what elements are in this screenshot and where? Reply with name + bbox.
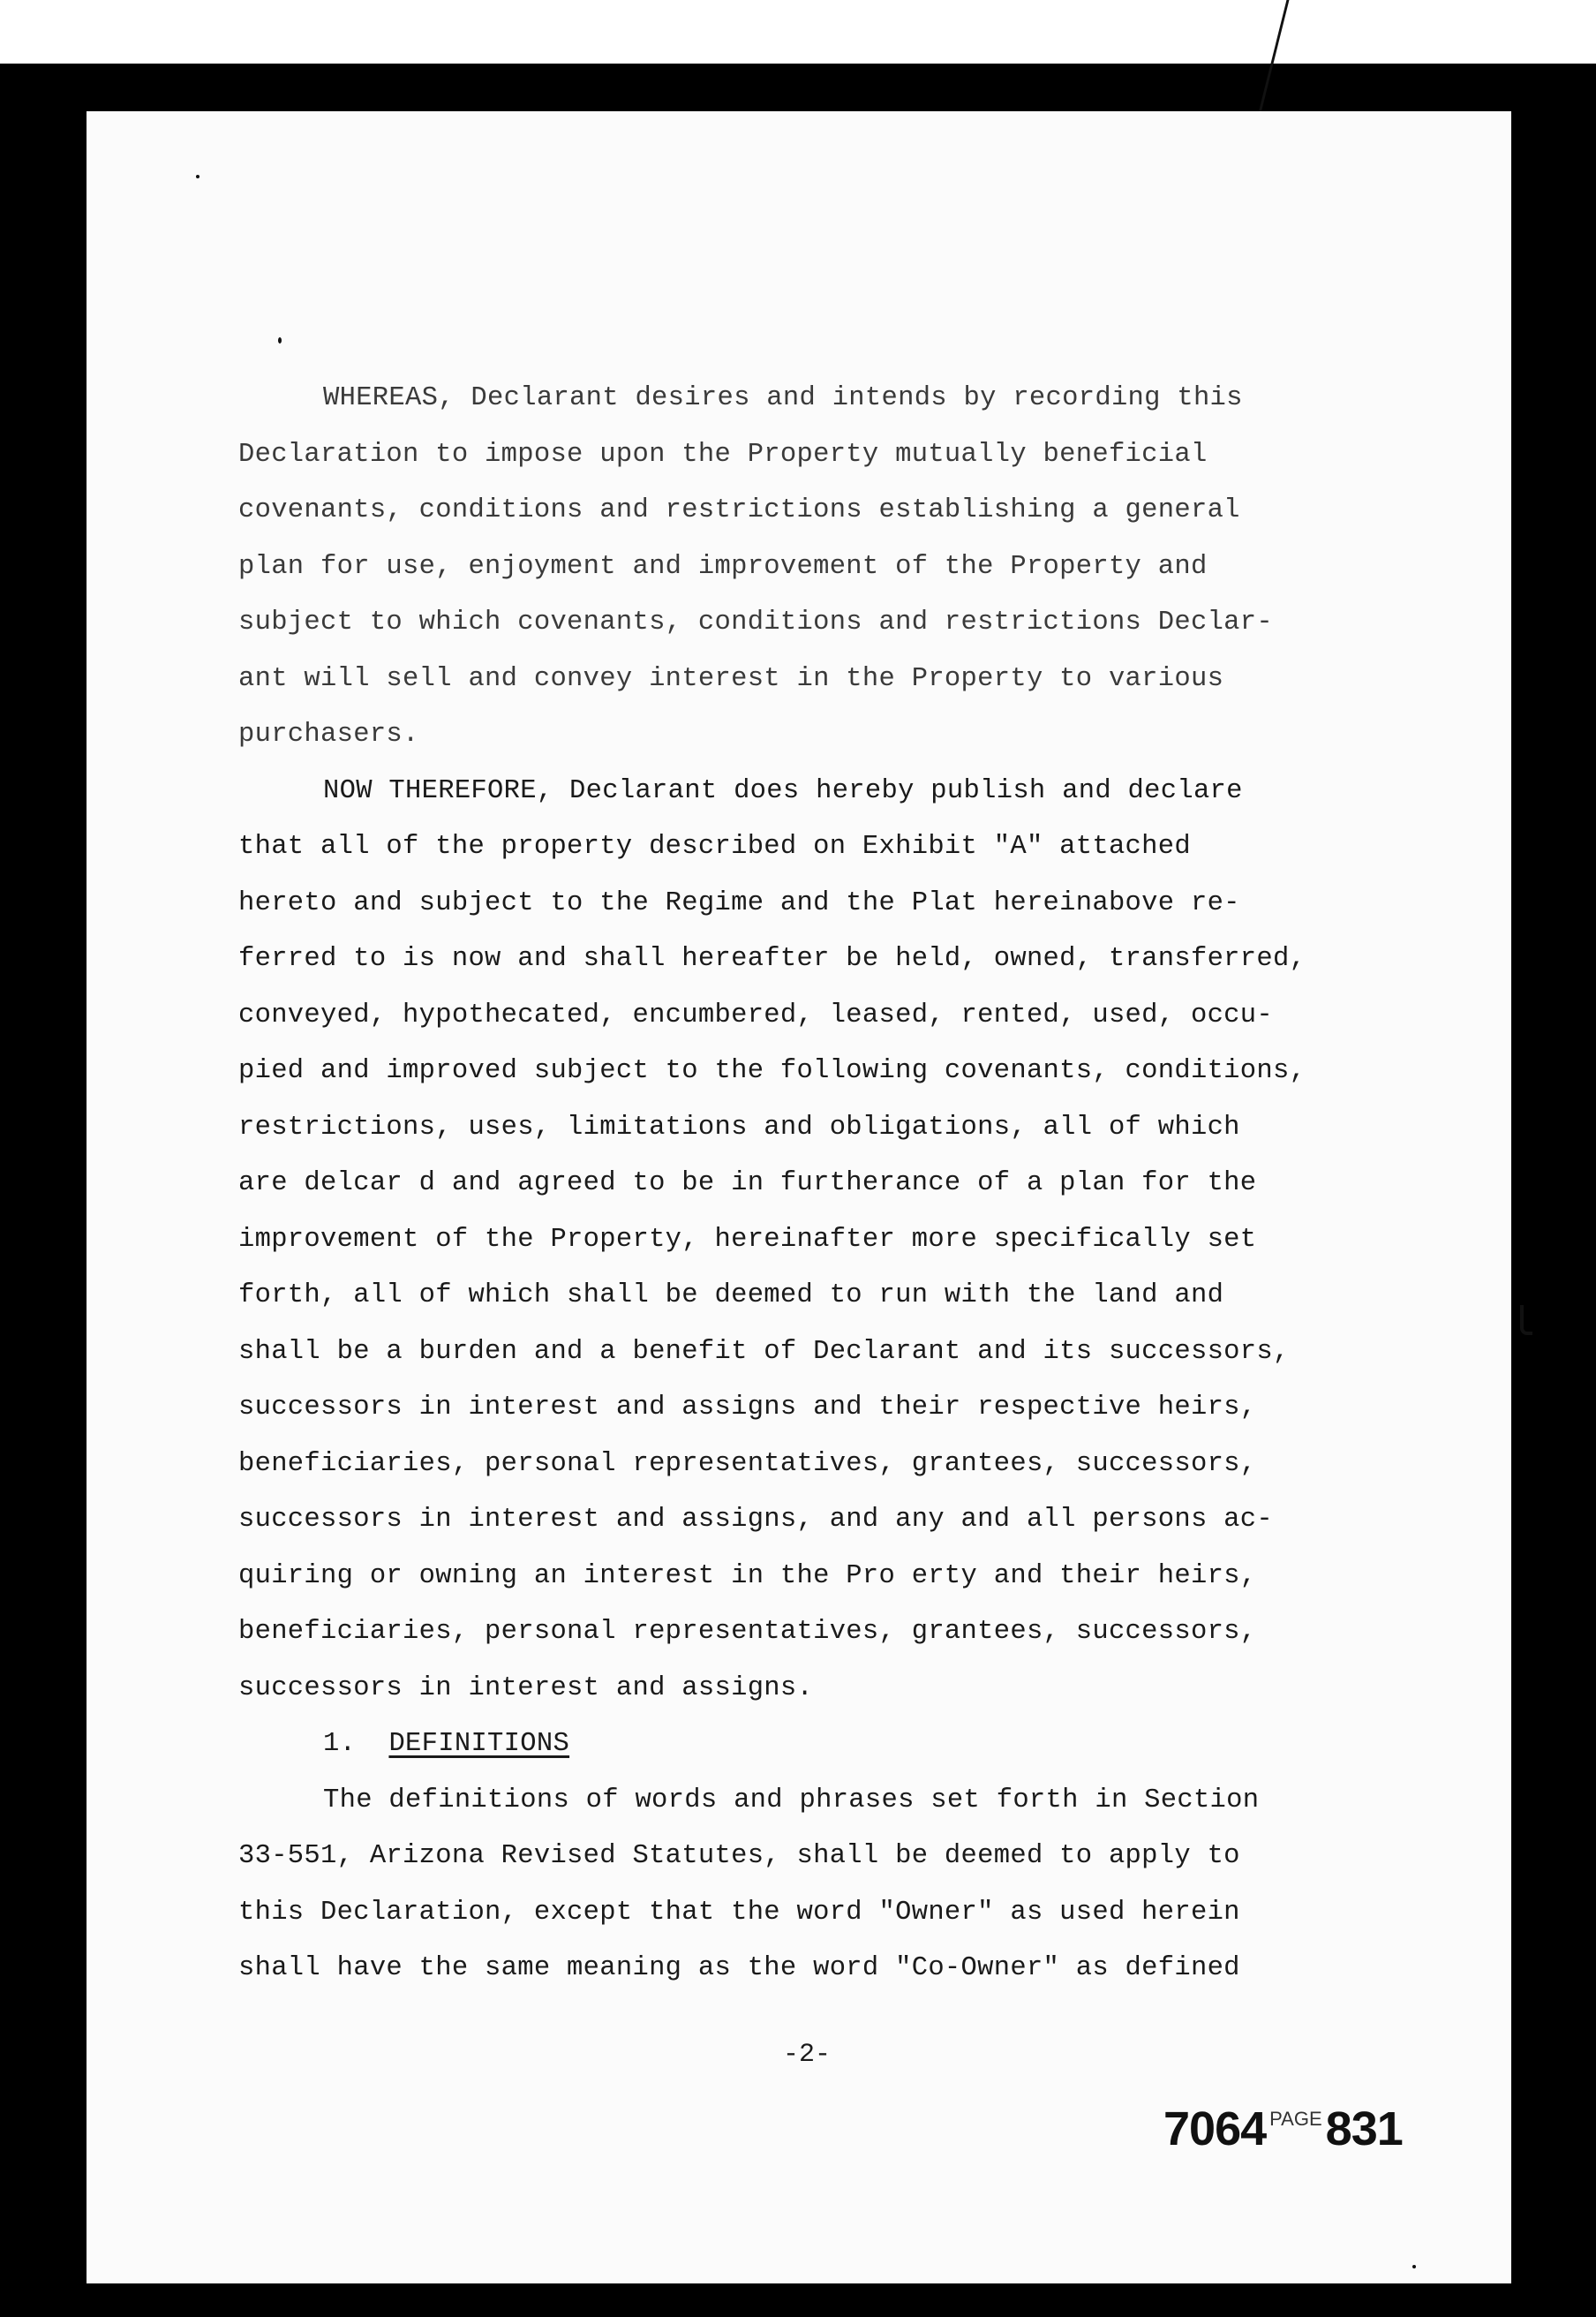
whereas-paragraph [238, 371, 1439, 764]
text-line: ant will sell and convey interest in the Property to various [238, 663, 1224, 694]
text-line: beneficiaries, personal representatives, grantees, successors, [238, 1617, 1257, 1647]
text-line: that all of the property described on Exhibit "A" attached [238, 832, 1191, 862]
text-line: ferred to is now and shall hereafter be held, owned, transferred, [238, 944, 1306, 974]
text-line: The definitions of words and phrases set forth in Section [323, 1785, 1260, 1815]
text-line: successors in interest and assigns, and any and all persons ac- [238, 1505, 1273, 1535]
document-body [238, 371, 1439, 1997]
text-line: pied and improved subject to the following covenants, conditions, [238, 1056, 1306, 1086]
scan-top-band [0, 64, 1596, 83]
text-line: Declaration to impose upon the Property mutually beneficial [238, 439, 1208, 470]
text-line: WHEREAS, Declarant desires and intends by recording this [323, 383, 1243, 413]
text-line: are delcar d and agreed to be in furtherance of a plan for the [238, 1168, 1257, 1198]
text-line: subject to which covenants, conditions and restrictions Declar- [238, 608, 1273, 638]
page-number: -2- [782, 2040, 831, 2070]
section-number: 1. [323, 1729, 357, 1759]
text-line: shall have the same meaning as the word "Co-Owner" as defined [238, 1953, 1240, 1983]
text-line: successors in interest and assigns. [238, 1672, 814, 1703]
text-line: this Declaration, except that the word "Owner" as used herein [238, 1897, 1240, 1928]
scan-speck [278, 337, 282, 343]
scan-speck [196, 175, 200, 178]
text-line: forth, all of which shall be deemed to run with the land and [238, 1280, 1224, 1310]
text-line: beneficiaries, personal representatives, grantees, successors, [238, 1448, 1257, 1479]
text-line: NOW THEREFORE, Declarant does hereby publish and declare [323, 775, 1243, 806]
text-line: covenants, conditions and restrictions establishing a general [238, 495, 1240, 525]
now-therefore-paragraph [238, 764, 1439, 1717]
definitions-paragraph [238, 1773, 1439, 1997]
book-stamp-label: PAGE [1269, 2108, 1322, 2130]
text-line: improvement of the Property, hereinafter more specifically set [238, 1224, 1257, 1255]
text-line: quiring or owning an interest in the Pro erty and their heirs, [238, 1560, 1257, 1591]
section-title: DEFINITIONS [388, 1729, 570, 1759]
text-line: successors in interest and assigns and their respective heirs, [238, 1392, 1257, 1423]
text-line: conveyed, hypothecated, encumbered, leased, rented, used, occu- [238, 1000, 1273, 1030]
text-line: hereto and subject to the Regime and the Plat hereinabove re- [238, 887, 1240, 918]
scan-top-strip [0, 0, 1596, 64]
scan-speck [1412, 2265, 1416, 2268]
book-page-number: 831 [1325, 2102, 1403, 2155]
recording-stamp [1163, 2102, 1403, 2156]
text-line: plan for use, enjoyment and improvement of the Property and [238, 551, 1208, 582]
scan-edge-mark [1520, 1305, 1532, 1335]
text-line: shall be a burden and a benefit of Declarant and its successors, [238, 1336, 1290, 1367]
section-heading [238, 1717, 1439, 1773]
book-number: 7064 [1163, 2102, 1267, 2155]
text-line: restrictions, uses, limitations and obligations, all of which [238, 1112, 1240, 1143]
text-line: 33-551, Arizona Revised Statutes, shall be deemed to apply to [238, 1841, 1240, 1871]
text-line: purchasers. [238, 720, 419, 750]
